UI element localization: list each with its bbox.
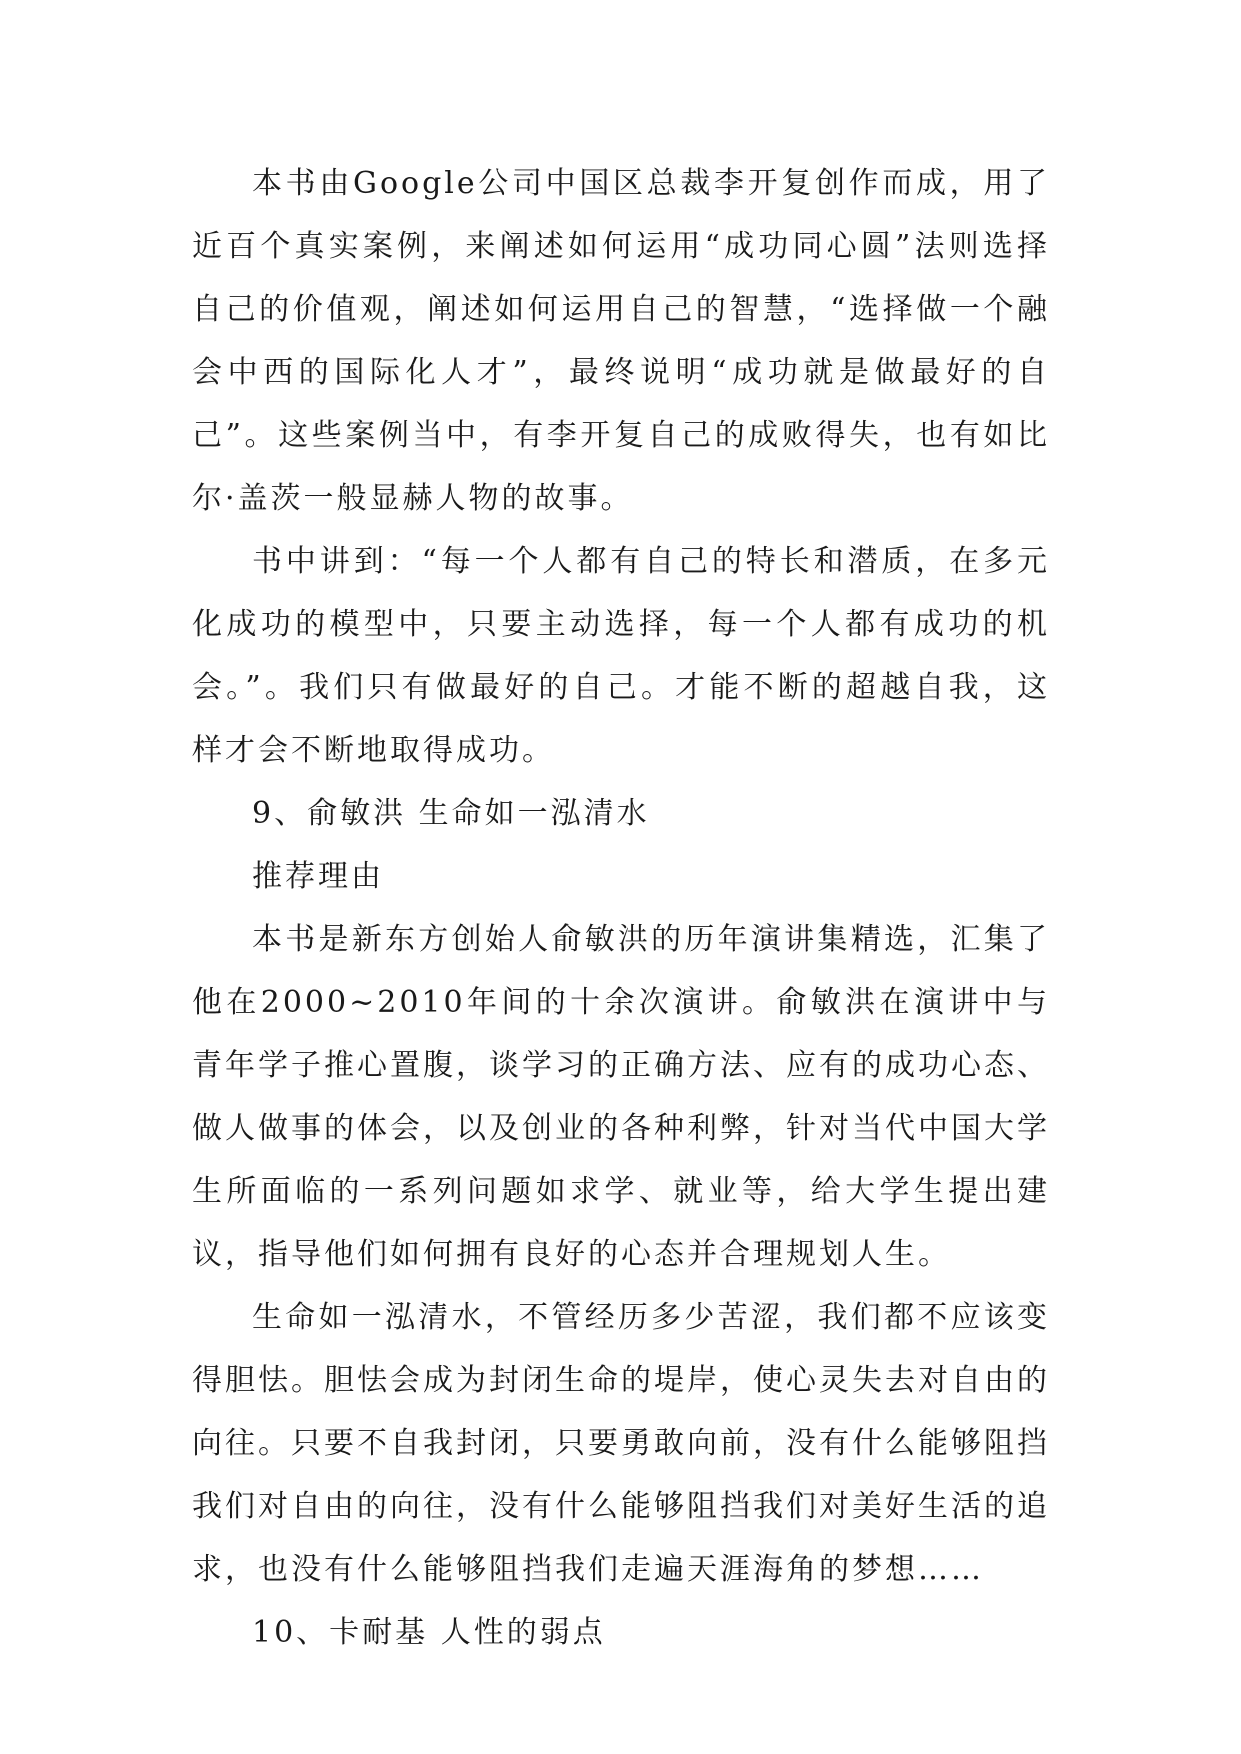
paragraph-book-quote: 书中讲到：“每一个人都有自己的特长和潜质，在多元化成功的模型中，只要主动选择，每一个人都有成功的机会。”。我们只有做最好的自己。才能不断的超越自我，这样才会不断地取得成功。: [192, 544, 1050, 768]
section-heading-10: 10、卡耐基 人性的弱点: [252, 1615, 606, 1650]
paragraph-book-intro: 本书由Google公司中国区总裁李开复创作而成，用了近百个真实案例，来阐述如何运用“成功同心圆”法则选择自己的价值观，阐述如何运用自己的智慧，“选择做一个融会中西的国际化人才”，最终说明“成功就是做最好的自己”。这些案例当中，有李开复自己的成败得失，也有如比尔·盖茨一般显赫人物的故事。: [192, 166, 1050, 516]
paragraph-speech-collection: 本书是新东方创始人俞敏洪的历年演讲集精选，汇集了他在2000~2010年间的十余次演讲。俞敏洪在演讲中与青年学子推心置腹，谈学习的正确方法、应有的成功心态、做人做事的体会，以及创业的各种利弊，针对当代中国大学生所面临的一系列问题如求学、就业等，给大学生提出建议，指导他们如何拥有良好的心态并合理规划人生。: [192, 922, 1050, 1272]
section-heading-9: 9、俞敏洪 生命如一泓清水: [252, 796, 650, 831]
paragraph-clear-water: 生命如一泓清水，不管经历多少苦涩，我们都不应该变得胆怯。胆怯会成为封闭生命的堤岸，使心灵失去对自由的向往。只要不自我封闭，只要勇敢向前，没有什么能够阻挡我们对自由的向往，没有什么能够阻挡我们对美好生活的追求，也没有什么能够阻挡我们走遍天涯海角的梦想……: [192, 1300, 1050, 1587]
subheading-recommendation-reason: 推荐理由: [252, 859, 384, 894]
document-page: [192, 152, 1050, 1664]
